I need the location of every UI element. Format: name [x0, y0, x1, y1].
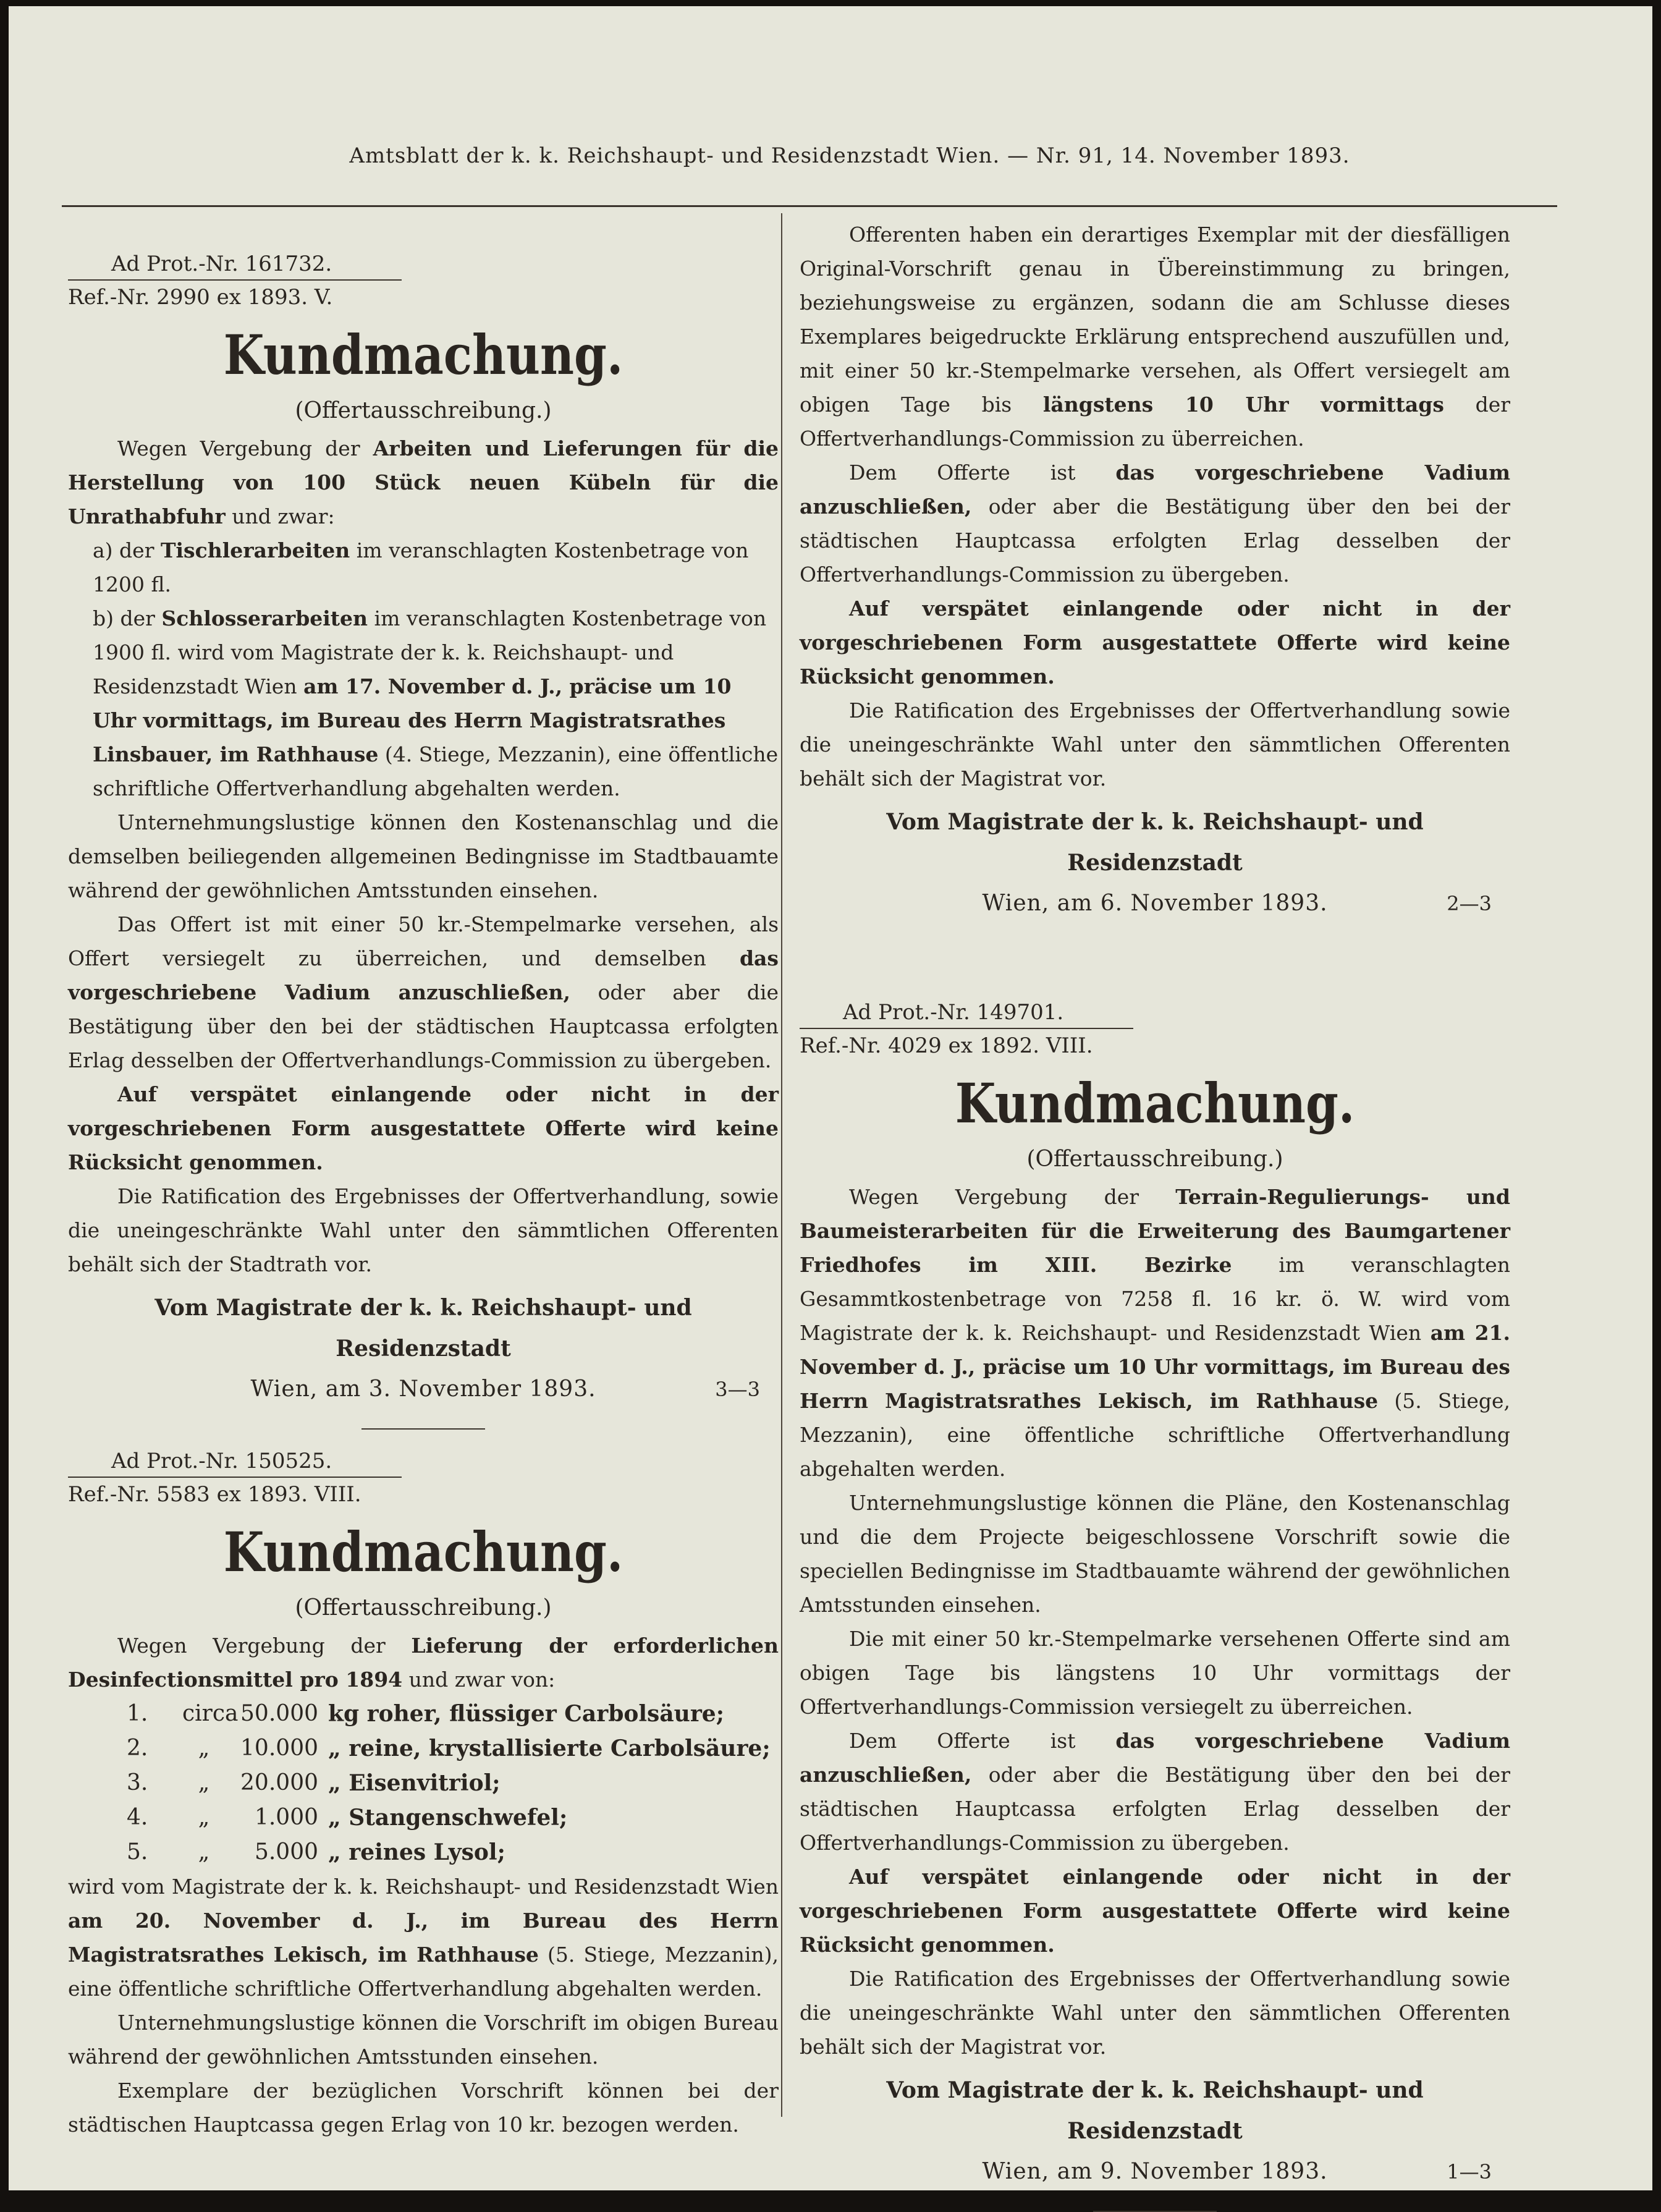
serial-number: 1—3	[1447, 2160, 1492, 2184]
disinfectant-list	[68, 1697, 779, 1870]
notice-1	[68, 248, 779, 1430]
issuer-line: Vom Magistrate der k. k. Reichshaupt- und Residenzstadt	[886, 809, 1424, 876]
notice-subtitle: (Offertausschreibung.)	[295, 1595, 552, 1621]
notice-title: Kundmachung.	[223, 1520, 623, 1584]
header-rule	[62, 205, 1557, 207]
right-column	[800, 218, 1510, 2212]
paragraph: Offerenten haben ein derartiges Exemplar mit der diesfälligen Original-Vorschrift genau in Übereinstimmung zu bringen, beziehungsweise zu ergänzen, sodann die am Schlusse dieses Exemplares beigedruckte Erklärung entsprechend auszufüllen und, mit einer 50 kr.-Stempelmarke versehen, als Offert versiegelt am obigen Tage bis längstens 10 Uhr vormittags der Offertverhandlungs-Commission zu überreichen.	[800, 222, 1511, 451]
paragraph-emphasis: Auf verspätet einlangende oder nicht in der vorgeschriebenen Form ausgestattete Offerte wird keine Rücksicht genommen.	[68, 1082, 779, 1174]
column-rule	[781, 213, 782, 2117]
notice-title: Kundmachung.	[223, 323, 623, 387]
date-line: Wien, am 9. November 1893. 1—3	[800, 2151, 1510, 2192]
running-head: Amtsblatt der k. k. Reichshaupt- und Residenzstadt Wien. — Nr. 91, 14. November 1893.	[349, 143, 1350, 168]
list-item: 5. „ 5.000 „ reines Lysol;	[127, 1839, 505, 1865]
paragraph: Unternehmungslustige können die Vorschrift im obigen Bureau während der gewöhnlichen Amtsstunden einsehen.	[68, 2011, 779, 2069]
paragraph: Dem Offerte ist das vorgeschriebene Vadium anzuschließen, oder aber die Bestätigung über den bei der städtischen Hauptcassa erfolgten Erlag desselben der Offertverhandlungs-Commission zu übergeben.	[800, 460, 1510, 587]
serial-number: 3—3	[715, 1378, 760, 1401]
notice-2	[68, 1446, 779, 2142]
list-item: 1. circa 50.000 kg roher, flüssiger Carbolsäure;	[127, 1701, 724, 1727]
paragraph: Wegen Vergebung der Lieferung der erforderlichen Desinfectionsmittel pro 1894 und zwar von:	[68, 1634, 779, 1692]
list-item: 4. „ 1.000 „ Stangenschwefel;	[127, 1805, 568, 1831]
ref-number: Ref.-Nr. 4029 ex 1892. VIII.	[800, 1033, 1093, 1058]
paragraph: Das Offert ist mit einer 50 kr.-Stempelmarke versehen, als Offert versiegelt zu überreichen, und demselben das vorgeschriebene Vadium anzuschließen, oder aber die Bestätigung über den bei der städtischen Hauptcassa erfolgten Erlag desselben der Offertverhandlungs-Commission zu übergeben.	[68, 912, 779, 1072]
notice-subtitle: (Offertausschreibung.)	[295, 398, 552, 423]
separator-rule	[361, 1428, 485, 1430]
issuer-line: Vom Magistrate der k. k. Reichshaupt- und Residenzstadt	[154, 1295, 692, 1362]
paragraph-emphasis: Auf verspätet einlangende oder nicht in der vorgeschriebenen Form ausgestattete Offerte wird keine Rücksicht genommen.	[800, 596, 1510, 689]
paragraph: wird vom Magistrate der k. k. Reichshaupt- und Residenzstadt Wien am 20. November d. J., im Bureau des Herrn Magistratsrathes Lekisch, im Rathhause (5. Stiege, Mezzanin), eine öffentliche schriftliche Offertverhandlung abgehalten werden.	[68, 1875, 779, 2001]
notice-2-continued	[800, 218, 1510, 924]
paragraph: Dem Offerte ist das vorgeschriebene Vadium anzuschließen, oder aber die Bestätigung über den bei der städtischen Hauptcassa erfolgten Erlag desselben der Offertverhandlungs-Commission zu übergeben.	[800, 1729, 1510, 1855]
left-column	[68, 248, 779, 2142]
paragraph: Die Ratification des Ergebnisses der Offertverhandlung sowie die uneingeschränkte Wahl unter den sämmtlichen Offerenten behält sich der Magistrat vor.	[800, 698, 1510, 790]
ad-prot-number: Ad Prot.-Nr. 149701.	[800, 997, 1133, 1029]
paragraph: Exemplare der bezüglichen Vorschrift können bei der städtischen Hauptcassa gegen Erlag von 10 kr. bezogen werden.	[68, 2079, 779, 2137]
ad-prot-number: Ad Prot.-Nr. 150525.	[68, 1446, 402, 1478]
ad-prot-number: Ad Prot.-Nr. 161732.	[68, 248, 402, 281]
paragraph: Die Ratification des Ergebnisses der Offertverhandlung sowie die uneingeschränkte Wahl unter den sämmtlichen Offerenten behält sich der Magistrat vor.	[800, 1967, 1510, 2059]
paragraph: Unternehmungslustige können die Pläne, den Kostenanschlag und die dem Projecte beigeschlossene Vorschrift sowie die speciellen Bedingnisse im Stadtbauamte während der gewöhnlichen Amtsstunden einsehen.	[800, 1491, 1510, 1617]
ref-number: Ref.-Nr. 2990 ex 1893. V.	[68, 285, 333, 310]
list-item: 2. „ 10.000 „ reine, krystallisierte Carbolsäure;	[127, 1735, 771, 1761]
date-line: Wien, am 6. November 1893. 2—3	[800, 883, 1510, 924]
issuer-line: Vom Magistrate der k. k. Reichshaupt- und Residenzstadt	[886, 2077, 1424, 2144]
notice-subtitle: (Offertausschreibung.)	[1026, 1146, 1283, 1172]
item-b: b) der Schlosserarbeiten im veranschlagten Kostenbetrage von 1900 fl. wird vom Magistrate der k. k. Reichshaupt- und Residenzstadt Wien am 17. November d. J., präcise um 10 Uhr vormittags, im Bureau des Herrn Magistratsrathes Linsbauer, im Rathhause (4. Stiege, Mezzanin), eine öffentliche schriftliche Offertverhandlung abgehalten werden.	[93, 606, 779, 800]
item-a: a) der Tischlerarbeiten im veranschlagten Kostenbetrage von 1200 fl.	[93, 538, 749, 596]
serial-number: 2—3	[1447, 892, 1492, 915]
paragraph: Wegen Vergebung der Arbeiten und Lieferungen für die Herstellung von 100 Stück neuen Kübeln für die Unrathabfuhr und zwar:	[68, 436, 779, 528]
ref-number: Ref.-Nr. 5583 ex 1893. VIII.	[68, 1482, 361, 1507]
paragraph: Die mit einer 50 kr.-Stempelmarke versehenen Offerte sind am obigen Tage bis längstens 10 Uhr vormittags der Offertverhandlungs-Commission versiegelt zu überreichen.	[800, 1627, 1510, 1719]
list-item: 3. „ 20.000 „ Eisenvitriol;	[127, 1770, 501, 1796]
date-line: Wien, am 3. November 1893. 3—3	[68, 1369, 779, 1410]
paragraph: Die Ratification des Ergebnisses der Offertverhandlung, sowie die uneingeschränkte Wahl unter den sämmtlichen Offerenten behält sich der Stadtrath vor.	[68, 1184, 779, 1276]
paragraph: Unternehmungslustige können den Kostenanschlag und die demselben beiliegenden allgemeinen Bedingnisse im Stadtbauamte während der gewöhnlichen Amtsstunden einsehen.	[68, 810, 779, 902]
paragraph: Wegen Vergebung der Terrain-Regulierungs- und Baumeisterarbeiten für die Erweiterung des Baumgartener Friedhofes im XIII. Bezirke im veranschlagten Gesammtkostenbetrage von 7258 fl. 16 kr. ö. W. wird vom Magistrate der k. k. Reichshaupt- und Residenzstadt Wien am 21. November d. J., präcise um 10 Uhr vormittags, im Bureau des Herrn Magistratsrathes Lekisch, im Rathhause (5. Stiege, Mezzanin), eine öffentliche schriftliche Offertverhandlung abgehalten werden.	[800, 1185, 1511, 1481]
paragraph-emphasis: Auf verspätet einlangende oder nicht in der vorgeschriebenen Form ausgestattete Offerte wird keine Rücksicht genommen.	[800, 1865, 1510, 1957]
notice-3	[800, 997, 1510, 2212]
notice-title: Kundmachung.	[955, 1071, 1355, 1135]
